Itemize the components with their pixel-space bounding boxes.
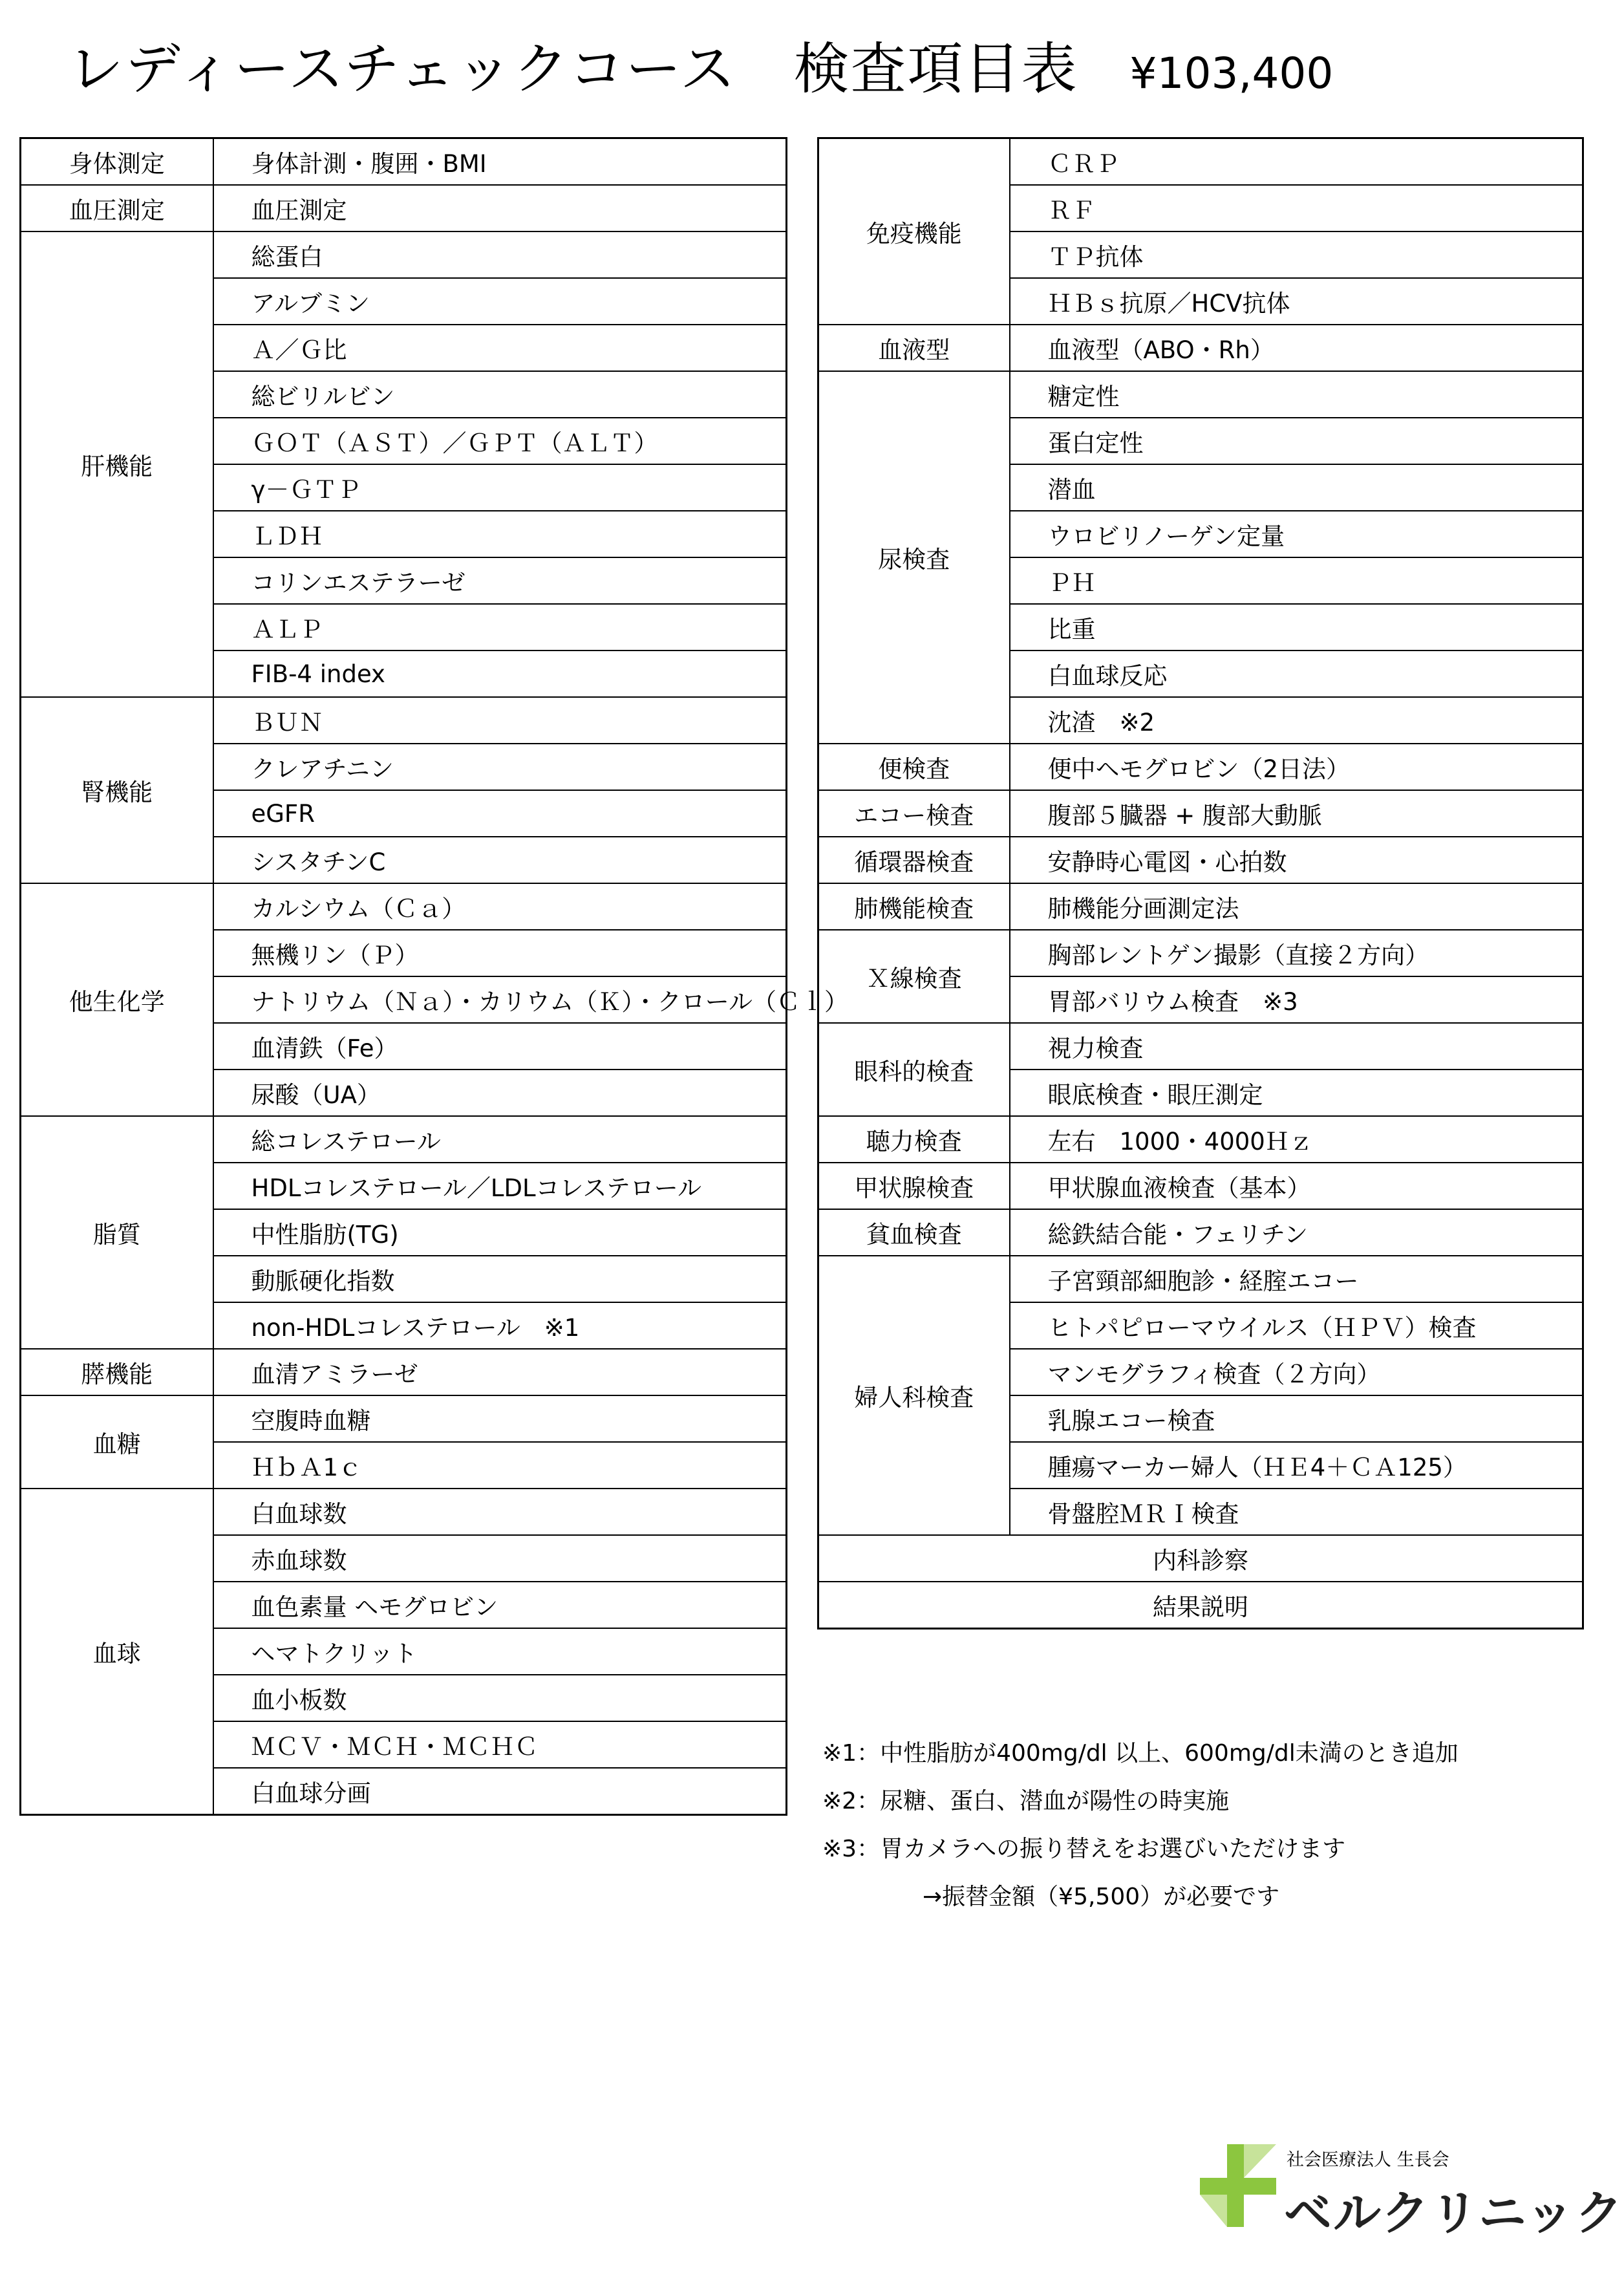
item-cell: 血色素量 ヘモグロビン (213, 1582, 787, 1628)
category-cell: 腎機能 (21, 697, 213, 883)
table-row (818, 1023, 1583, 1070)
item-cell: 視力検査 (1010, 1023, 1583, 1070)
footnote-3-detail: →振替金額（¥5,500）が必要です (923, 1884, 1280, 1910)
category-cell: 眼科的検査 (818, 1023, 1010, 1116)
item-cell: 潜血 (1010, 464, 1583, 511)
item-cell: 動脈硬化指数 (213, 1256, 787, 1302)
footnote-2: ※2：尿糖、蛋白、潜血が陽性の時実施 (822, 1788, 1230, 1814)
item-cell: 腫瘍マーカー婦人（ＨＥ4＋ＣＡ125） (1010, 1442, 1583, 1489)
exam-table-right-body (818, 138, 1583, 1629)
table-row (818, 1116, 1583, 1163)
table-row (818, 1535, 1583, 1582)
item-cell: ＲＦ (1010, 185, 1583, 231)
item-cell: 沈渣 ※2 (1010, 697, 1583, 744)
item-cell: シスタチンC (213, 837, 787, 883)
category-cell: 肺機能検査 (818, 883, 1010, 930)
item-cell: 赤血球数 (213, 1535, 787, 1582)
category-cell: エコー検査 (818, 790, 1010, 837)
item-cell: 比重 (1010, 604, 1583, 651)
item-cell: ＨＢｓ抗原／HCV抗体 (1010, 278, 1583, 325)
item-cell: 白血球分画 (213, 1768, 787, 1815)
item-cell: ヘマトクリット (213, 1628, 787, 1675)
item-cell: 血清アミラーゼ (213, 1349, 787, 1395)
category-cell: 甲状腺検査 (818, 1163, 1010, 1209)
category-cell: 便検査 (818, 744, 1010, 790)
category-cell: 聴力検査 (818, 1116, 1010, 1163)
item-cell: 中性脂肪(TG) (213, 1209, 787, 1256)
table-row (818, 1256, 1583, 1302)
item-cell: ＭＣＶ・ＭＣＨ・ＭＣＨＣ (213, 1721, 787, 1768)
table-row (818, 1582, 1583, 1629)
item-cell: 総蛋白 (213, 231, 787, 278)
logo-mark-accent-left (1200, 2195, 1227, 2227)
table-row (818, 883, 1583, 930)
item-cell: コリンエステラーゼ (213, 557, 787, 604)
item-cell: 総コレステロール (213, 1116, 787, 1163)
clinic-logo (1196, 2140, 1624, 2241)
item-cell: Ａ／Ｇ比 (213, 325, 787, 371)
category-cell: 貧血検査 (818, 1209, 1010, 1256)
item-cell: 血液型（ABO・Rh） (1010, 325, 1583, 371)
item-cell: 尿酸（UA） (213, 1070, 787, 1116)
item-cell: 蛋白定性 (1010, 418, 1583, 464)
item-cell: ＴＰ抗体 (1010, 231, 1583, 278)
category-cell: 身体測定 (21, 138, 213, 186)
table-row (21, 1116, 787, 1163)
item-cell: 血圧測定 (213, 185, 787, 231)
item-cell: FIB-4 index (213, 651, 787, 697)
logo-mark-horizontal (1200, 2178, 1276, 2195)
footnotes (822, 1730, 1458, 1921)
footer-cell: 内科診察 (818, 1535, 1583, 1582)
item-cell: ＬＤＨ (213, 511, 787, 557)
category-cell: 免疫機能 (818, 138, 1010, 325)
category-cell: 血液型 (818, 325, 1010, 371)
category-cell: 膵機能 (21, 1349, 213, 1395)
category-cell: 婦人科検査 (818, 1256, 1010, 1535)
table-row (818, 790, 1583, 837)
item-cell: 身体計測・腹囲・BMI (213, 138, 787, 186)
item-cell: ＡＬＰ (213, 604, 787, 651)
item-cell: アルブミン (213, 278, 787, 325)
item-cell: eGFR (213, 790, 787, 837)
item-cell: 空腹時血糖 (213, 1395, 787, 1442)
item-cell: 総ビリルビン (213, 371, 787, 418)
logo-mark-accent-right (1244, 2144, 1276, 2178)
item-cell: 乳腺エコー検査 (1010, 1395, 1583, 1442)
table-row (818, 325, 1583, 371)
footnote-3: ※3：胃カメラへの振り替えをお選びいただけます (822, 1836, 1346, 1862)
item-cell: 安静時心電図・心拍数 (1010, 837, 1583, 883)
table-row (818, 138, 1583, 186)
item-cell: 糖定性 (1010, 371, 1583, 418)
item-cell: カルシウム（Ｃａ） (213, 883, 787, 930)
item-cell: 腹部５臓器 + 腹部大動脈 (1010, 790, 1583, 837)
category-cell: 尿検査 (818, 371, 1010, 744)
item-cell: 総鉄結合能・フェリチン (1010, 1209, 1583, 1256)
title-text: レディースチェックコース 検査項目表 (68, 37, 1078, 102)
category-cell: 血圧測定 (21, 185, 213, 231)
category-cell: 血球 (21, 1489, 213, 1815)
item-cell: 胃部バリウム検査 ※3 (1010, 976, 1583, 1023)
logo-clinic-name: ベルクリニック (1284, 2186, 1624, 2241)
category-cell: 循環器検査 (818, 837, 1010, 883)
table-row (818, 837, 1583, 883)
table-row (21, 138, 787, 186)
item-cell: ＰＨ (1010, 557, 1583, 604)
item-cell: 肺機能分画測定法 (1010, 883, 1583, 930)
category-cell: Ｘ線検査 (818, 930, 1010, 1023)
footnote-1: ※1：中性脂肪が400mg/dl 以上、600mg/dl未満のとき追加 (822, 1740, 1458, 1767)
clinic-logo-mark (1196, 2140, 1280, 2231)
item-cell: 血小板数 (213, 1675, 787, 1721)
item-cell: γ－ＧＴＰ (213, 464, 787, 511)
course-price: ¥103,400 (1129, 48, 1334, 98)
table-row (21, 883, 787, 930)
category-cell: 肝機能 (21, 231, 213, 697)
table-row (818, 1163, 1583, 1209)
footer-cell: 結果説明 (818, 1582, 1583, 1629)
item-cell: 血清鉄（Fe） (213, 1023, 787, 1070)
category-cell: 他生化学 (21, 883, 213, 1116)
logo-corporation: 社会医療法人 生長会 (1287, 2150, 1449, 2170)
table-row (818, 371, 1583, 418)
item-cell: クレアチニン (213, 744, 787, 790)
table-row (818, 744, 1583, 790)
item-cell: ＧＯＴ（ＡＳＴ）／ＧＰＴ（ＡＬＴ） (213, 418, 787, 464)
item-cell: 無機リン（Ｐ） (213, 930, 787, 976)
item-cell: 眼底検査・眼圧測定 (1010, 1070, 1583, 1116)
exam-table-right (817, 137, 1584, 1629)
item-cell: non-HDLコレステロール ※1 (213, 1302, 787, 1349)
exam-table-left (19, 137, 849, 1816)
item-cell: 便中ヘモグロビン（2日法） (1010, 744, 1583, 790)
item-cell: ＣＲＰ (1010, 138, 1583, 186)
item-cell: 甲状腺血液検査（基本） (1010, 1163, 1583, 1209)
table-row (21, 1349, 787, 1395)
table-row (21, 231, 787, 278)
item-cell: ナトリウム（Ｎａ）・カリウム（Ｋ）・クロール（Ｃｌ） (213, 976, 787, 1023)
exam-table-left-body (21, 138, 849, 1815)
item-cell: ヒトパピローマウイルス（ＨＰＶ）検査 (1010, 1302, 1583, 1349)
table-row (21, 1395, 787, 1442)
item-cell: ＢＵＮ (213, 697, 787, 744)
item-cell: 子宮頸部細胞診・経腟エコー (1010, 1256, 1583, 1302)
table-row (21, 185, 787, 231)
page-title (68, 34, 1333, 109)
item-cell: HDLコレステロール／LDLコレステロール (213, 1163, 787, 1209)
table-row (21, 1489, 787, 1535)
item-cell: 骨盤腔ＭＲＩ検査 (1010, 1489, 1583, 1535)
table-row (818, 930, 1583, 976)
table-row (21, 697, 787, 744)
table-row (818, 1209, 1583, 1256)
item-cell: 左右 1000・4000Ｈｚ (1010, 1116, 1583, 1163)
item-cell: マンモグラフィ検査（２方向） (1010, 1349, 1583, 1395)
item-cell: 白血球数 (213, 1489, 787, 1535)
category-cell: 脂質 (21, 1116, 213, 1349)
item-cell: 胸部レントゲン撮影（直接２方向） (1010, 930, 1583, 976)
category-cell: 血糖 (21, 1395, 213, 1489)
item-cell: 白血球反応 (1010, 651, 1583, 697)
item-cell: ウロビリノーゲン定量 (1010, 511, 1583, 557)
item-cell: ＨｂＡ1ｃ (213, 1442, 787, 1489)
